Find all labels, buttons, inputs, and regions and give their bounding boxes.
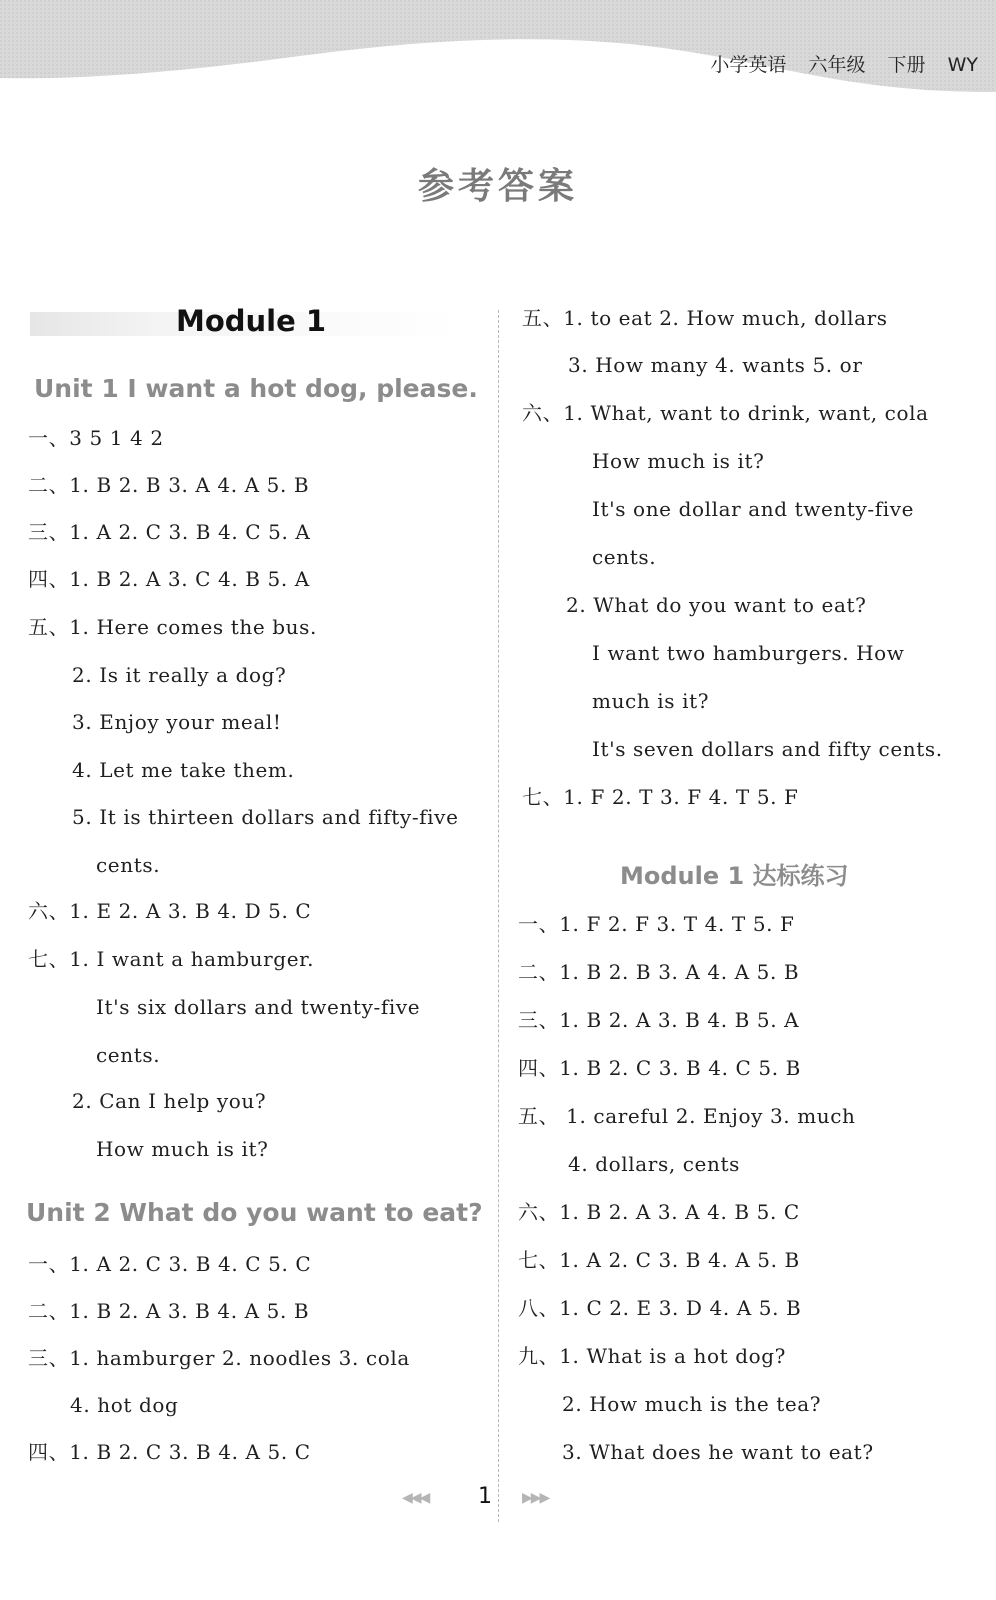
answer-line: 3. Enjoy your meal!	[72, 710, 282, 734]
answer-line: 四、1. B 2. A 3. C 4. B 5. A	[28, 567, 310, 591]
answer-line: 六、1. B 2. A 3. A 4. B 5. C	[518, 1200, 800, 1224]
page-number: 1	[478, 1484, 492, 1509]
answer-line: 七、1. A 2. C 3. B 4. A 5. B	[518, 1248, 800, 1272]
answer-line: 四、1. B 2. C 3. B 4. A 5. C	[28, 1440, 311, 1464]
answer-line: It's six dollars and twenty-five	[96, 995, 421, 1019]
answer-line: 二、1. B 2. A 3. B 4. A 5. B	[28, 1299, 310, 1323]
answer-line: 五、1. Here comes the bus.	[28, 615, 317, 639]
answer-line: cents.	[592, 545, 657, 569]
answer-line: I want two hamburgers. How	[592, 641, 905, 665]
answer-line: 二、1. B 2. B 3. A 4. A 5. B	[518, 960, 800, 984]
page-title: 参考答案	[417, 166, 578, 207]
column-divider	[498, 310, 499, 1522]
answer-line: 三、1. B 2. A 3. B 4. B 5. A	[518, 1008, 800, 1032]
unit2-title: Unit 2 What do you want to eat?	[26, 1198, 483, 1227]
answer-line: 二、1. B 2. B 3. A 4. A 5. B	[28, 473, 310, 497]
answer-line: 七、1. F 2. T 3. F 4. T 5. F	[522, 785, 799, 809]
answer-line: 五、1. to eat 2. How much, dollars	[522, 306, 888, 330]
answer-line: 2. Can I help you?	[72, 1089, 267, 1113]
page-number-footer	[400, 1484, 570, 1514]
header-band	[0, 0, 996, 112]
prev-arrows-icon: ◀◀◀	[402, 1490, 429, 1506]
answer-line: 4. dollars, cents	[568, 1152, 740, 1176]
answer-line: It's seven dollars and fifty cents.	[592, 737, 943, 761]
answer-line: 五、 1. careful 2. Enjoy 3. much	[518, 1104, 856, 1128]
answer-line: 三、1. A 2. C 3. B 4. C 5. A	[28, 520, 311, 544]
header-grade: 六年级	[808, 54, 866, 76]
answer-line: 四、1. B 2. C 3. B 4. C 5. B	[518, 1056, 801, 1080]
answer-line: 八、1. C 2. E 3. D 4. A 5. B	[518, 1296, 802, 1320]
answer-line: 六、1. What, want to drink, want, cola	[522, 401, 929, 425]
answer-line: 4. Let me take them.	[72, 758, 295, 782]
answer-line: 2. Is it really a dog?	[72, 663, 287, 687]
answer-line: much is it?	[592, 689, 710, 713]
next-arrows-icon: ▶▶▶	[522, 1490, 549, 1506]
header-subject: 小学英语	[710, 54, 787, 76]
module-title: Module 1	[176, 304, 327, 338]
answer-line: 4. hot dog	[70, 1393, 179, 1417]
answer-line: 3. What does he want to eat?	[562, 1440, 874, 1464]
answer-line: 5. It is thirteen dollars and fifty-five	[72, 805, 459, 829]
answer-line: It's one dollar and twenty-five	[592, 497, 915, 521]
answer-line: How much is it?	[96, 1137, 269, 1161]
header-term: 下册	[887, 54, 926, 76]
unit1-title: Unit 1 I want a hot dog, please.	[34, 374, 478, 403]
answer-line: 3. How many 4. wants 5. or	[568, 353, 863, 377]
answer-line: 一、3 5 1 4 2	[28, 426, 164, 450]
answer-line: 六、1. E 2. A 3. B 4. D 5. C	[28, 899, 312, 923]
answer-line: 一、1. F 2. F 3. T 4. T 5. F	[518, 912, 795, 936]
answer-line: 七、1. I want a hamburger.	[28, 947, 315, 971]
answer-line: 一、1. A 2. C 3. B 4. C 5. C	[28, 1252, 312, 1276]
answer-line: 2. What do you want to eat?	[566, 593, 867, 617]
header-edition: WY	[947, 54, 978, 76]
answer-line: 2. How much is the tea?	[562, 1392, 822, 1416]
answer-line: 三、1. hamburger 2. noodles 3. cola	[28, 1346, 410, 1370]
answer-line: cents.	[96, 1043, 161, 1067]
header-meta	[694, 50, 978, 77]
answer-line: 九、1. What is a hot dog?	[518, 1344, 786, 1368]
practice-title: Module 1 达标练习	[620, 862, 849, 890]
answer-line: How much is it?	[592, 449, 765, 473]
answer-line: cents.	[96, 853, 161, 877]
